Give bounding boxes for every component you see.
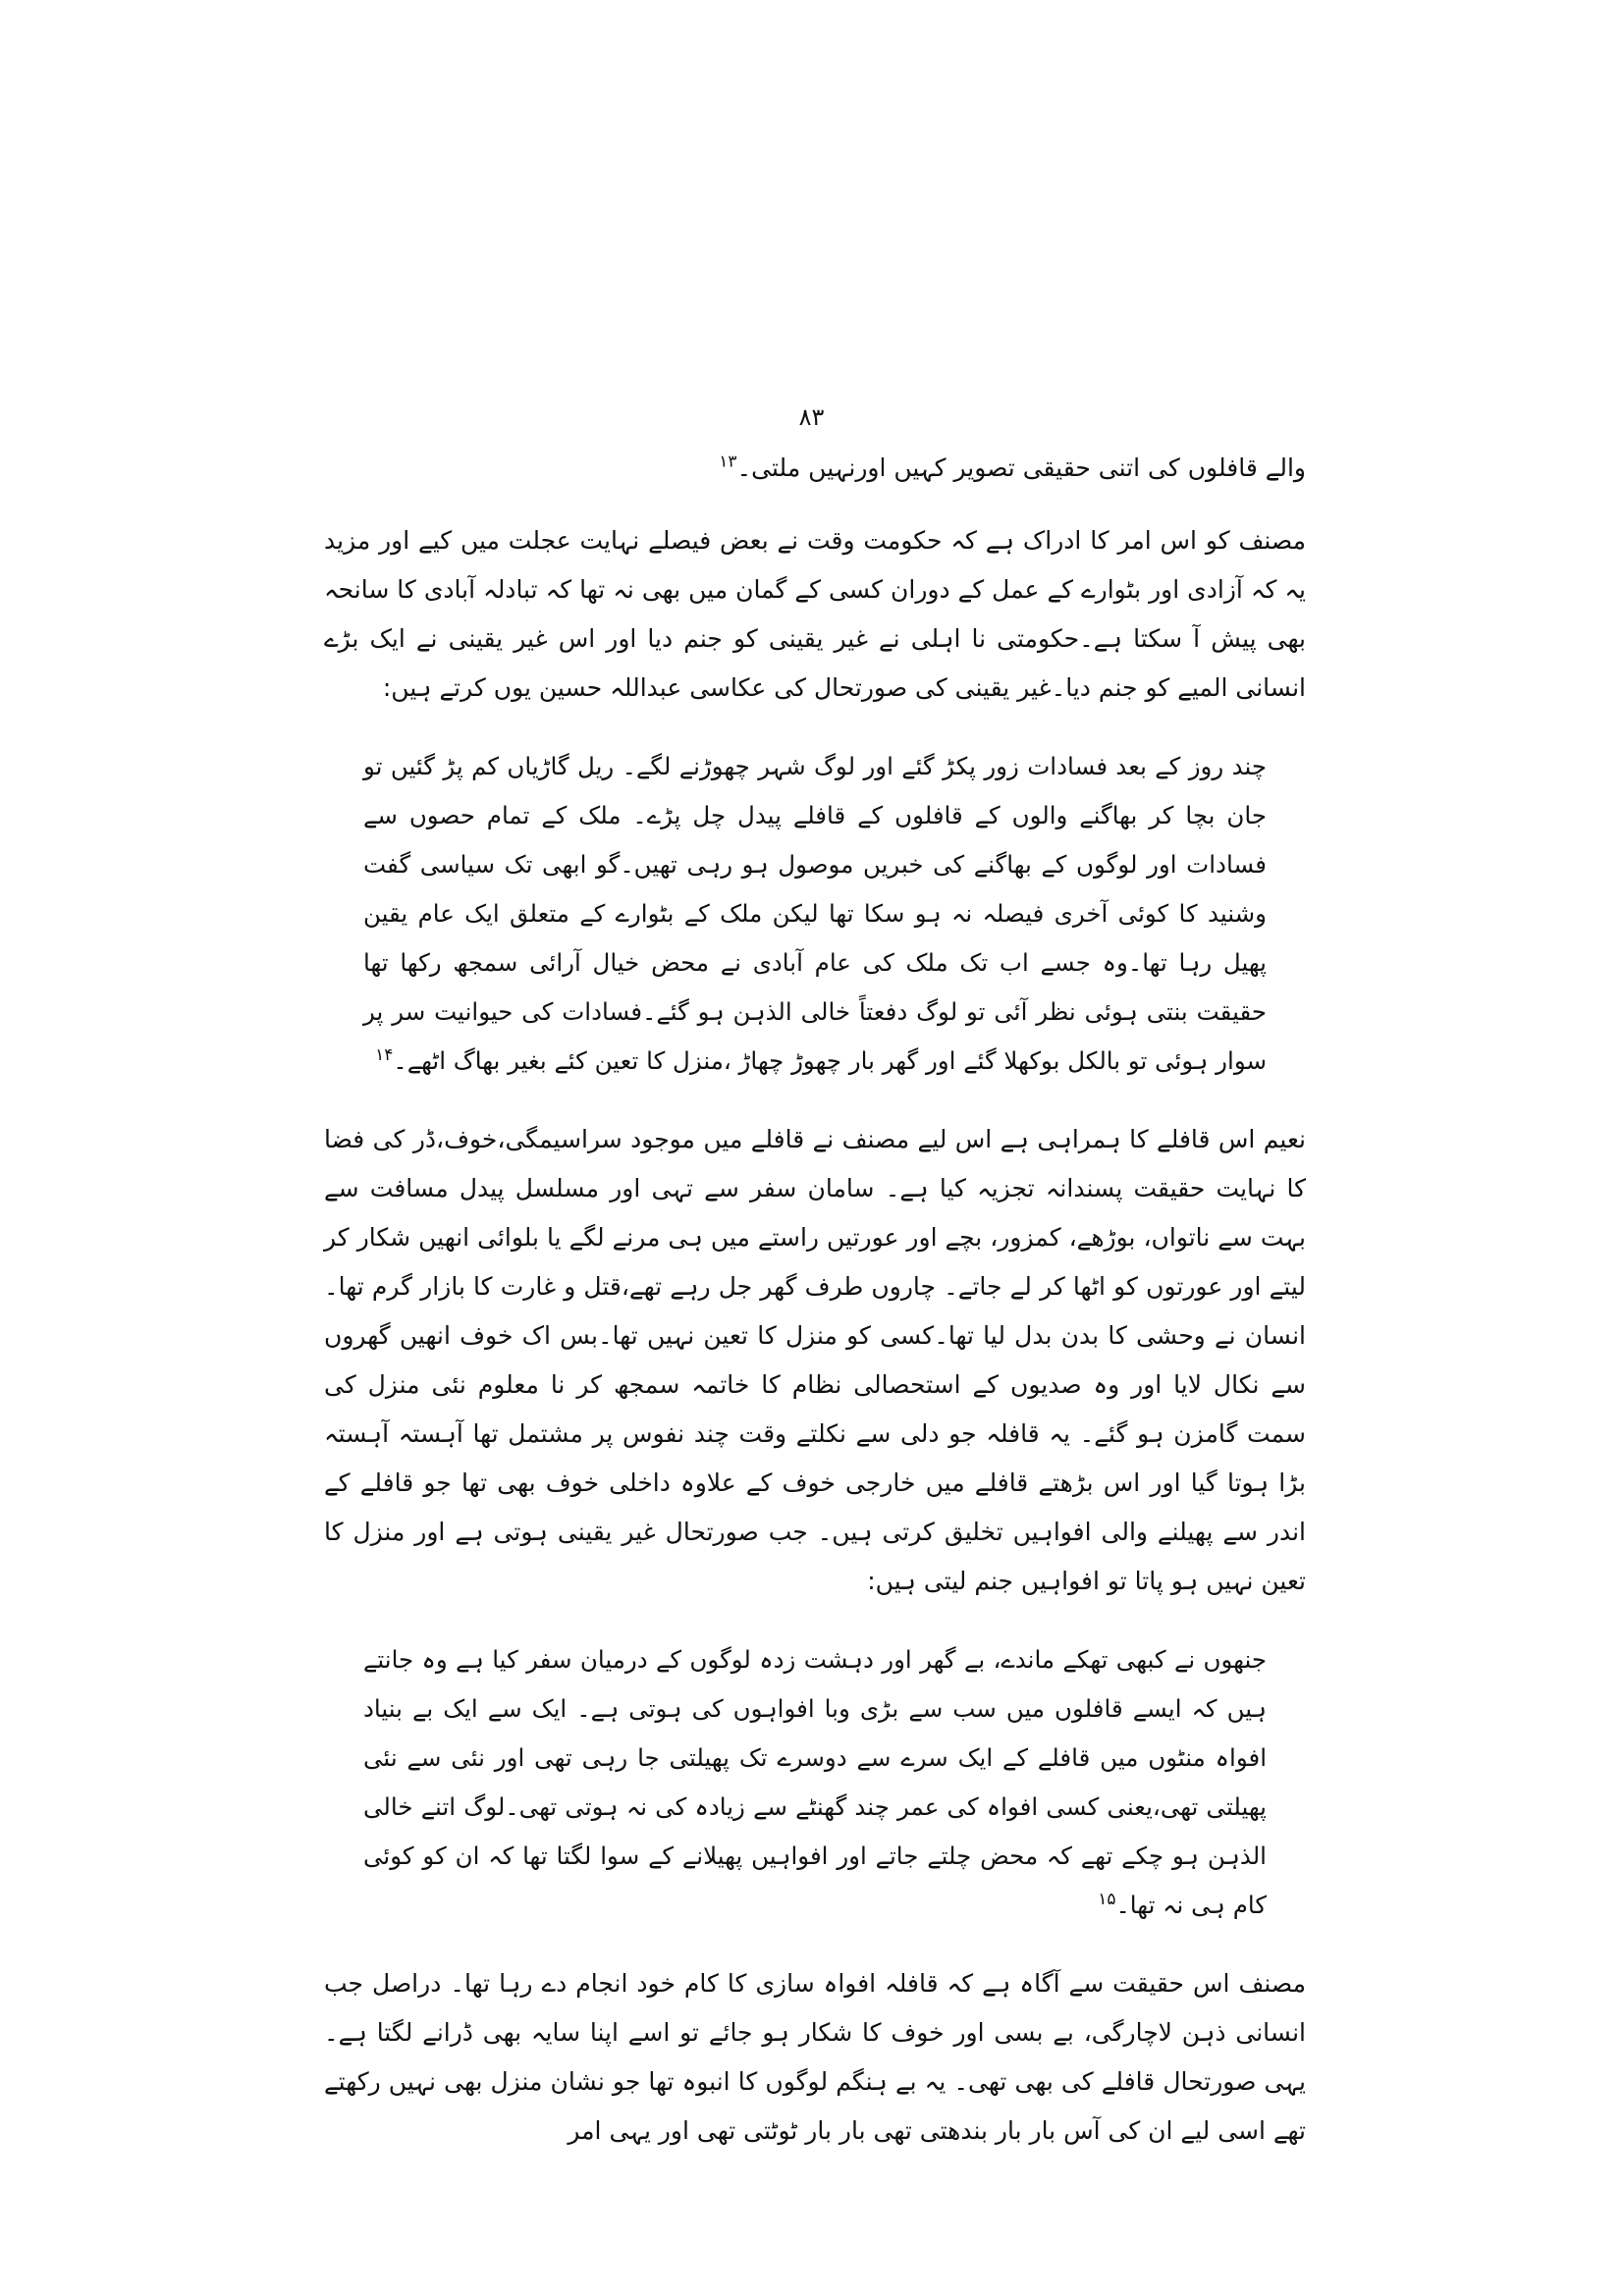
page-number: ۸۳	[798, 403, 825, 431]
paragraph-1-text: والے قافلوں کی اتنی حقیقی تصویر کہیں اورنہیں ملتی۔	[736, 454, 1306, 482]
block-quote-2	[363, 1635, 1267, 1930]
footnote-marker-13: ۱۳	[719, 452, 737, 472]
body-text	[324, 444, 1306, 2185]
paragraph-4	[324, 1959, 1306, 2156]
footnote-marker-14: ۱۴	[375, 1044, 394, 1065]
paragraph-1	[324, 444, 1306, 493]
block-quote-1-text: چند روز کے بعد فسادات زور پکڑ گئے اور لوگ شہر چھوڑنے لگے۔ ریل گاڑیاں کم پڑ گئیں تو جان بچا کر بھاگنے والوں کے قافلوں کے قافلے پیدل چل پڑے۔ ملک کے تمام حصوں سے فسادات اور لوگوں کے بھاگنے کی خبریں موصول ہو رہی تھیں۔گو ابھی تک سیاسی گفت وشنید کا کوئی آخری فیصلہ نہ ہو سکا تھا لیکن ملک کے بٹوارے کے متعلق ایک عام یقین پھیل رہا تھا۔وہ جسے اب تک ملک کی عام آبادی نے محض خیال آرائی سمجھ رکھا تھا حقیقت بنتی ہوئی نظر آئی تو لوگ دفعتاً خالی الذہن ہو گئے۔فسادات کی حیوانیت سر پر سوار ہوئی تو بالکل بوکھلا گئے اور گھر بار چھوڑ چھاڑ ،منزل کا تعین کئے بغیر بھاگ اٹھے۔	[363, 752, 1267, 1075]
block-quote-2-text: جنھوں نے کبھی تھکے ماندے، بے گھر اور دہشت زدہ لوگوں کے درمیان سفر کیا ہے وہ جانتے ہیں کہ ایسے قافلوں میں سب سے بڑی وبا افواہوں کی ہوتی ہے۔ ایک سے ایک بے بنیاد افواہ منٹوں میں قافلے کے ایک سرے سے دوسرے تک پھیلتی جا رہی تھی اور نئی سے نئی پھیلتی تھی،یعنی کسی افواہ کی عمر چند گھنٹے سے زیادہ کی نہ ہوتی تھی۔لوگ اتنے خالی الذہن ہو چکے تھے کہ محض چلتے جاتے اور افواہیں پھیلانے کے سوا لگتا تھا کہ ان کو کوئی کام ہی نہ تھا۔	[363, 1645, 1267, 1919]
paragraph-2	[324, 516, 1306, 713]
footnote-marker-15: ۱۵	[1098, 1889, 1116, 1909]
paragraph-4-text: مصنف اس حقیقت سے آگاہ ہے کہ قافلہ افواہ سازی کا کام خود انجام دے رہا تھا۔ دراصل جب انسانی ذہن لاچارگی، بے بسی اور خوف کا شکار ہو جائے تو اسے اپنا سایہ بھی ڈرانے لگتا ہے۔ یہی صورتحال قافلے کی بھی تھی۔ یہ بے ہنگم لوگوں کا انبوہ تھا جو نشان منزل بھی نہیں رکھتے تھے اسی لیے ان کی آس بار بار بندھتی تھی بار بار ٹوٹتی تھی اور یہی امر	[324, 1969, 1306, 2145]
paragraph-2-text: مصنف کو اس امر کا ادراک ہے کہ حکومت وقت نے بعض فیصلے نہایت عجلت میں کیے اور مزید یہ کہ آزادی اور بٹوارے کے عمل کے دوران کسی کے گمان میں بھی نہ تھا کہ تبادلہ آبادی کا سانحہ بھی پیش آ سکتا ہے۔حکومتی نا اہلی نے غیر یقینی کو جنم دیا اور اس غیر یقینی نے ایک بڑے انسانی المیے کو جنم دیا۔غیر یقینی کی صورتحال کی عکاسی عبداللہ حسین یوں کرتے ہیں:	[324, 526, 1306, 702]
paragraph-3-text: نعیم اس قافلے کا ہمراہی ہے اس لیے مصنف نے قافلے میں موجود سراسیمگی،خوف،ڈر کی فضا کا نہایت حقیقت پسندانہ تجزیہ کیا ہے۔ سامان سفر سے تہی اور مسلسل پیدل مسافت سے بہت سے ناتواں، بوڑھے، کمزور، بچے اور عورتیں راستے میں ہی مرنے لگے یا بلوائی انھیں شکار کر لیتے اور عورتوں کو اٹھا کر لے جاتے۔ چاروں طرف گھر جل رہے تھے،قتل و غارت کا بازار گرم تھا۔ انسان نے وحشی کا بدن بدل لیا تھا۔کسی کو منزل کا تعین نہیں تھا۔بس اک خوف انھیں گھروں سے نکال لایا اور وہ صدیوں کے استحصالی نظام کا خاتمہ سمجھ کر نا معلوم نئی منزل کی سمت گامزن ہو گئے۔ یہ قافلہ جو دلی سے نکلتے وقت چند نفوس پر مشتمل تھا آہستہ آہستہ بڑا ہوتا گیا اور اس بڑھتے قافلے میں خارجی خوف کے علاوہ داخلی خوف بھی تھا جو قافلے کے اندر سے پھیلنے والی افواہیں تخلیق کرتی ہیں۔ جب صورتحال غیر یقینی ہوتی ہے اور منزل کا تعین نہیں ہو پاتا تو افواہیں جنم لیتی ہیں:	[324, 1125, 1306, 1595]
block-quote-1	[363, 742, 1267, 1086]
paragraph-3	[324, 1115, 1306, 1606]
